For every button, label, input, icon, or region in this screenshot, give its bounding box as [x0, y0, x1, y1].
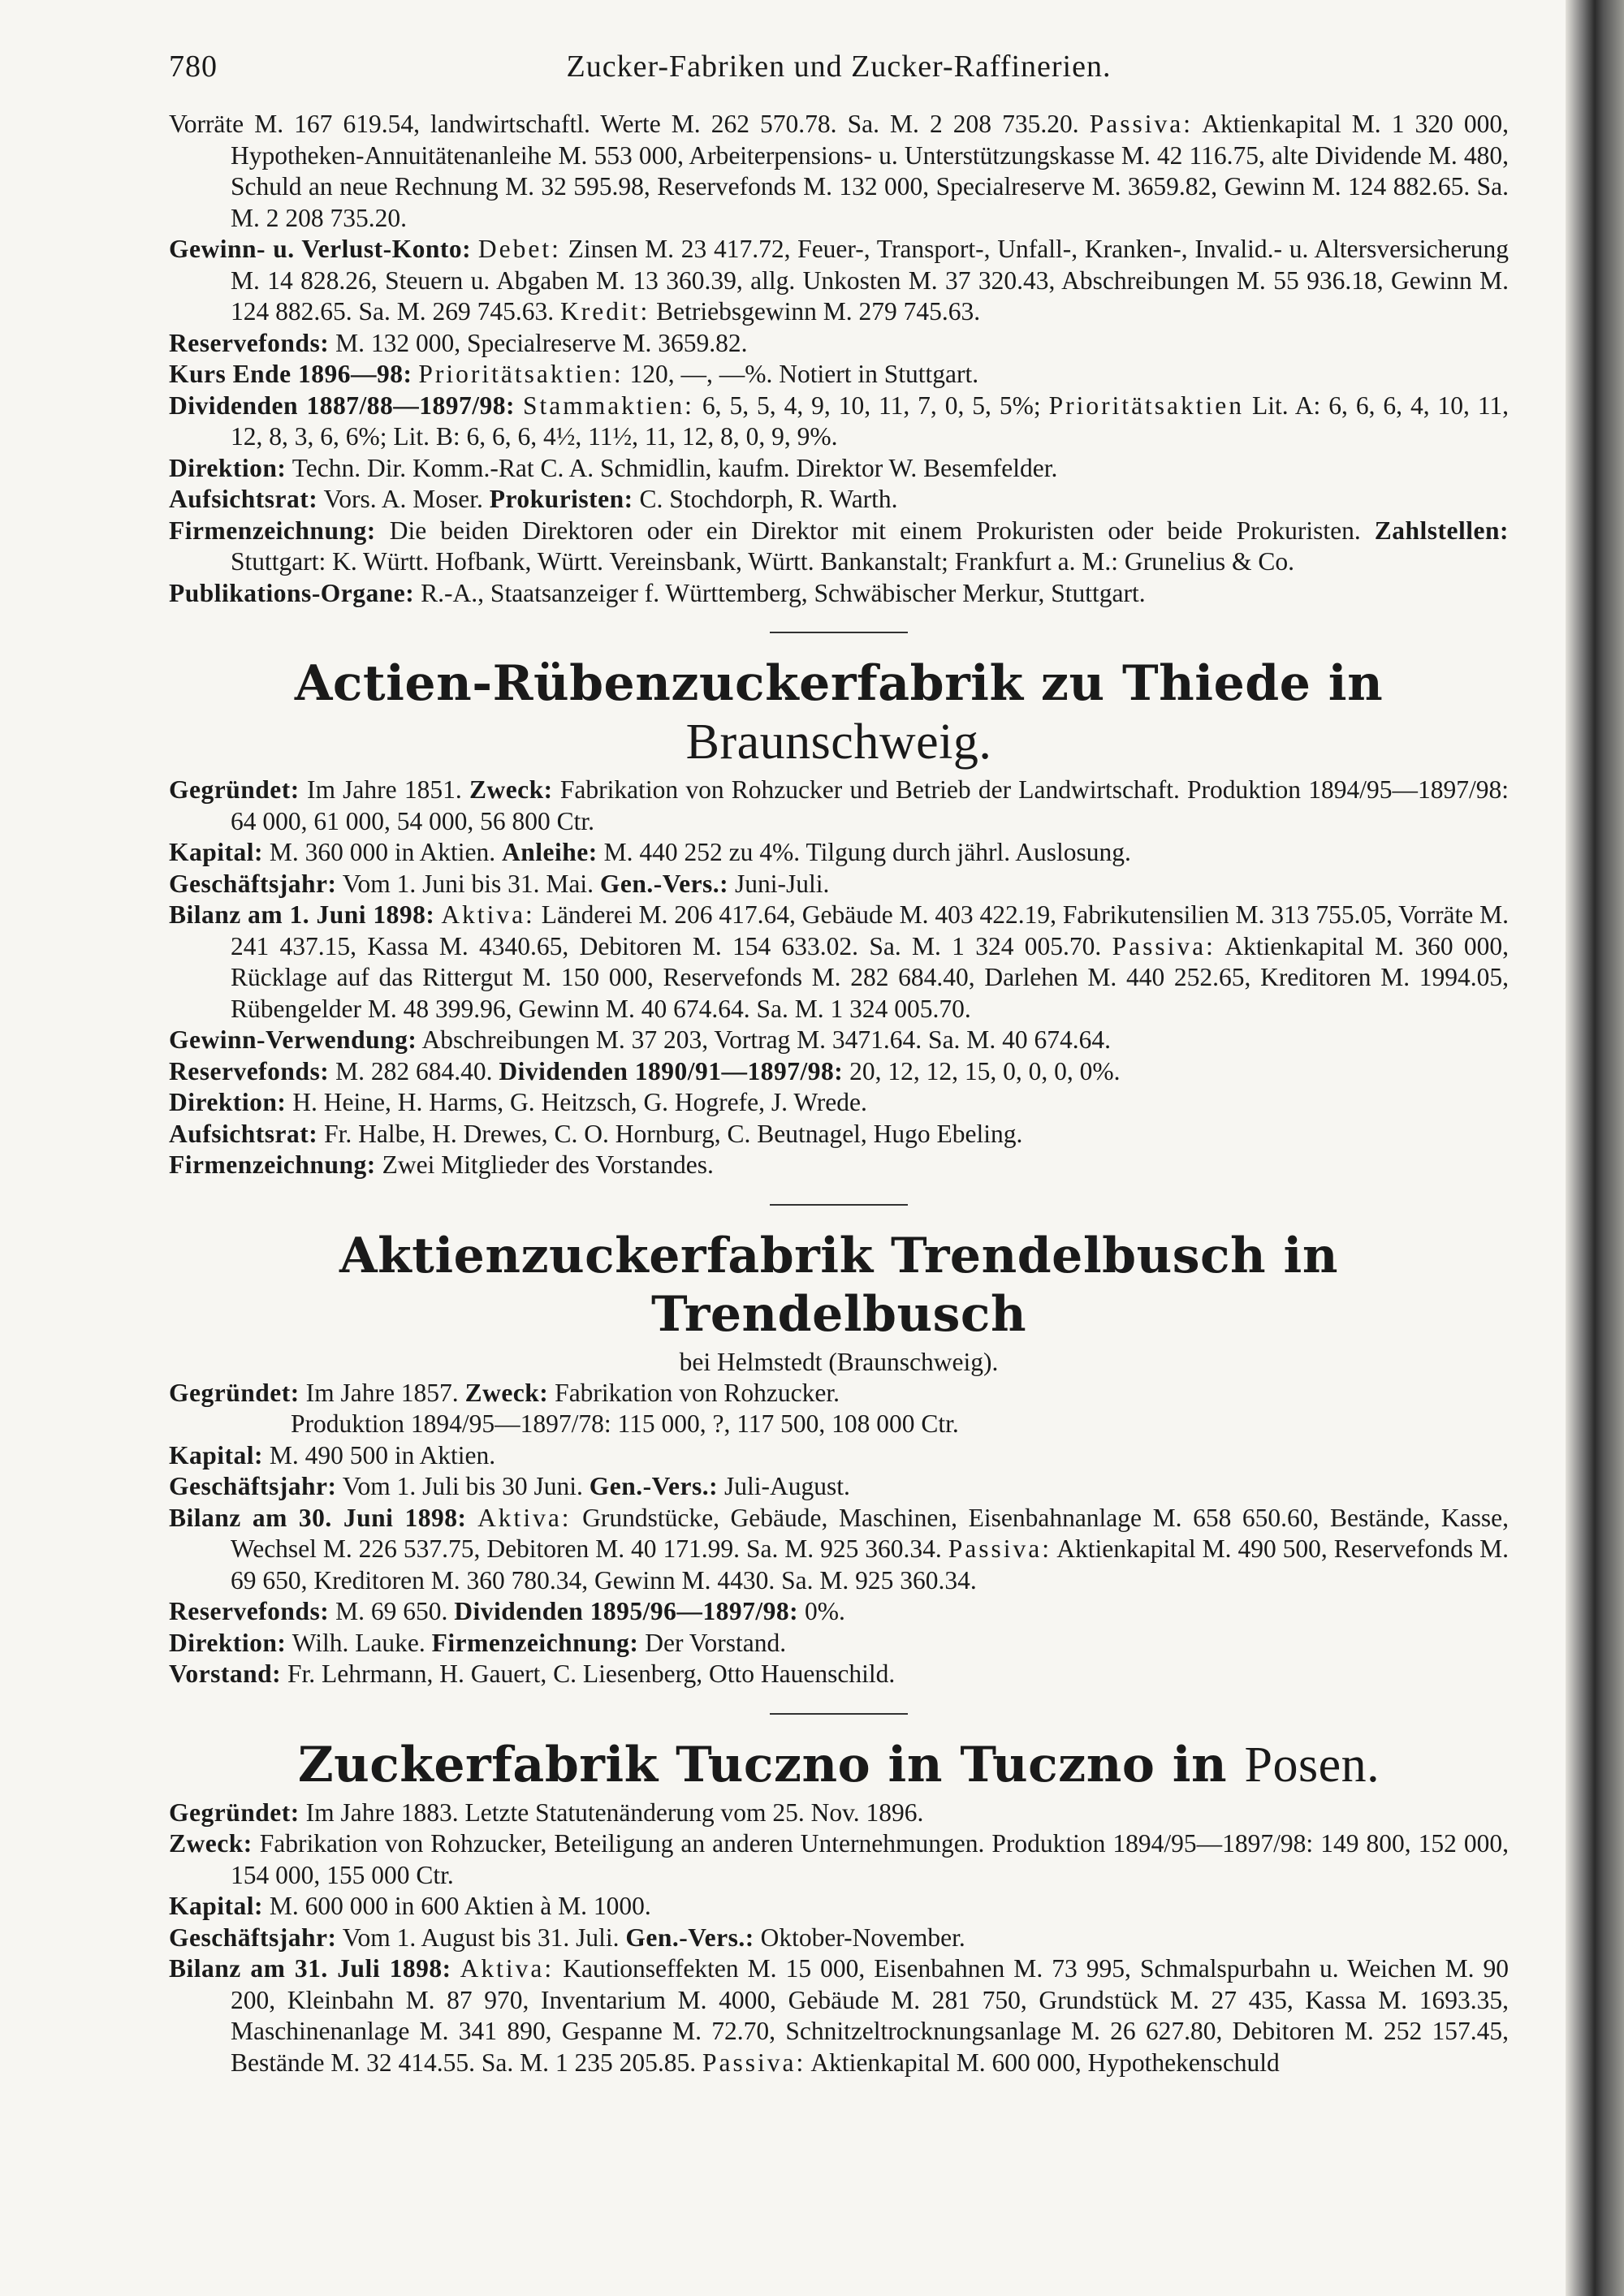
- bilanz-text: Vorräte M. 167 619.54, landwirtschaftl. Werte M. 262 570.78. Sa. M. 2 208 735.20.: [169, 110, 1079, 138]
- gewinn-verwendung-text: Abschreibungen M. 37 203, Vortrag M. 3471.64. Sa. M. 40 674.64.: [421, 1025, 1111, 1054]
- gegruendet-label: Gegründet:: [169, 1798, 300, 1827]
- geschaeftsjahr-text: Vom 1. Juni bis 31. Mai.: [342, 869, 594, 898]
- passiva-text: Aktienkapital M. 600 000, Hypothekenschuld: [810, 2048, 1280, 2077]
- zweck-entry: [169, 1828, 1509, 1891]
- firmenzeichnung-text: Die beiden Direktoren oder ein Direktor mit einem Prokuristen oder beide Prokuristen.: [389, 516, 1361, 545]
- vorstand-label: Vorstand:: [169, 1659, 282, 1688]
- kurs-label: Kurs Ende 1896—98:: [169, 360, 412, 388]
- prokuristen-text: C. Stochdorph, R. Warth.: [639, 485, 898, 513]
- gvk-entry: [169, 234, 1509, 328]
- aufsichtsrat-entry: [169, 484, 1509, 516]
- dividenden-text: 0%.: [805, 1597, 845, 1625]
- aktiva-text: Grundstücke, Gebäude, Maschinen, Eisenbahnanlage M. 658 650.60, Bestände, Kasse, Wechsel M. 226 537.75, Debitoren M. 40 171.99. Sa. M. 925 360.34.: [231, 1503, 1509, 1563]
- stammaktien-text: 6, 5, 5, 4, 9, 10, 11, 7, 0, 5, 5%;: [702, 391, 1041, 420]
- genvers-text: Oktober-November.: [760, 1923, 965, 1952]
- gegruendet-label: Gegründet:: [169, 1378, 300, 1407]
- dividenden-label: Dividenden 1890/91—1897/98:: [499, 1056, 844, 1085]
- passiva-label: Passiva:: [702, 2048, 806, 2077]
- kapital-text: M. 360 000 in Aktien.: [269, 838, 496, 866]
- geschaeftsjahr-entry: [169, 869, 1509, 900]
- direktion-entry: [169, 453, 1509, 485]
- gegruendet-text: Im Jahre 1851.: [306, 775, 462, 804]
- reservefonds-text: M. 69 650.: [335, 1597, 448, 1625]
- kapital-entry: [169, 1891, 1509, 1923]
- zweck-label: Zweck:: [169, 1829, 253, 1858]
- geschaeftsjahr-text: Vom 1. August bis 31. Juli.: [342, 1923, 620, 1952]
- prokuristen-label: Prokuristen:: [489, 485, 633, 513]
- aktiva-text: Kautionseffekten M. 15 000, Eisenbahnen M. 73 995, Schmalspurbahn u. Weichen M. 90 200, Kleinbahn M. 87 970, Inventarium M. 4000, Gebäude M. 281 750, Grundstück M. 27 435, Kassa M. 1693.35, Maschinenanlage M. 341 890, Gespanne M. 72.70, Schnitzeltrocknungsanlage M. 26 627.80, Debitoren M. 252 157.45, Bestände M. 32 414.55. Sa. M. 1 235 205.85.: [231, 1954, 1510, 2077]
- genvers-text: Juli-August.: [723, 1472, 850, 1500]
- kapital-label: Kapital:: [169, 838, 264, 866]
- bilanz-label: Bilanz am 31. Juli 1898:: [169, 1954, 451, 1983]
- bilanz-entry: [169, 1503, 1509, 1597]
- gewinn-verwendung-entry: [169, 1025, 1509, 1056]
- entry-title: [169, 654, 1509, 771]
- kurs-prioritaetsaktien-label: Prioritätsaktien:: [418, 360, 624, 388]
- direktion-label: Direktion:: [169, 1088, 287, 1116]
- kurs-entry: [169, 359, 1509, 391]
- direktion-text: H. Heine, H. Harms, G. Heitzsch, G. Hogrefe, J. Wrede.: [292, 1088, 867, 1116]
- passiva-text: Aktienkapital M. 360 000, Rücklage auf das Rittergut M. 150 000, Reservefonds M. 282 684.40, Darlehen M. 440 252.65, Kreditoren M. 1994.05, Rübengelder M. 48 399.96, Gewinn M. 40 674.64. Sa. M. 1 324 005.70.: [231, 931, 1509, 1023]
- genvers-label: Gen.-Vers.:: [599, 869, 729, 898]
- running-header: [169, 49, 1509, 106]
- firmenzeichnung-entry: [169, 516, 1509, 578]
- publikation-label: Publikations-Organe:: [169, 578, 415, 607]
- direktion-entry: [169, 1087, 1509, 1119]
- dividenden-text: 20, 12, 12, 15, 0, 0, 0, 0%.: [849, 1056, 1121, 1085]
- passiva-text: Aktienkapital M. 1 320 000, Hypotheken-Annuitätenanleihe M. 553 000, Arbeiterpensions- u. Unterstützungskasse M. 42 116.75, alte Dividende M. 480, Schuld an neue Rechnung M. 32 595.98, Reservefonds M. 132 000, Specialreserve M. 3659.82, Gewinn M. 124 882.65. Sa. M. 2 208 735.20.: [231, 110, 1509, 232]
- aktiva-label: Aktiva:: [460, 1954, 555, 1983]
- firmenzeichnung-label: Firmenzeichnung:: [431, 1628, 639, 1657]
- kurs-text: 120, —, —%. Notiert in Stuttgart.: [629, 360, 979, 388]
- reservefonds-label: Reservefonds:: [169, 1597, 330, 1625]
- entry-title-location: Braunschweig.: [685, 714, 992, 770]
- genvers-text: Juni-Juli.: [735, 869, 830, 898]
- kapital-label: Kapital:: [169, 1440, 264, 1470]
- passiva-text: Aktienkapital M. 490 500, Reservefonds M. 69 650, Kreditoren M. 360 780.34, Gewinn M. 4430. Sa. M. 925 360.34.: [231, 1534, 1510, 1595]
- direktion-label: Direktion:: [169, 453, 287, 482]
- passiva-label: Passiva:: [948, 1534, 1052, 1563]
- firmenzeichnung-label: Firmenzeichnung:: [169, 1150, 376, 1179]
- geschaeftsjahr-label: Geschäftsjahr:: [169, 869, 337, 898]
- kapital-text: M. 490 500 in Aktien.: [269, 1440, 496, 1470]
- bilanz-label: Bilanz am 30. Juni 1898:: [169, 1503, 467, 1532]
- reservefonds-entry: [169, 1596, 1509, 1628]
- entry-subtitle: bei Helmstedt (Braunschweig).: [679, 1347, 999, 1376]
- gegruendet-entry: [169, 775, 1509, 837]
- prioritaetsaktien-label: Prioritätsaktien: [1048, 391, 1245, 420]
- genvers-label: Gen.-Vers.:: [625, 1923, 754, 1952]
- prioritaetsaktien-text: Lit. A: 6, 6, 6, 4, 10, 11, 12, 8, 3, 6, 6%; Lit. B: 6, 6, 6, 4½, 11½, 11, 12, 8, 0, 9, 9%.: [231, 391, 1510, 451]
- previous-entry-continuation: [169, 109, 1509, 609]
- entry-tuczno: [169, 1736, 1509, 2079]
- geschaeftsjahr-entry: [169, 1923, 1509, 1954]
- publikation-entry: [169, 578, 1509, 610]
- direktion-label: Direktion:: [169, 1628, 287, 1657]
- zahlstellen-label: Zahlstellen:: [1374, 516, 1510, 545]
- genvers-label: Gen.-Vers.:: [589, 1472, 719, 1500]
- aufsichtsrat-label: Aufsichtsrat:: [169, 1119, 318, 1148]
- aktiva-text: Länderei M. 206 417.64, Gebäude M. 403 422.19, Fabrikutensilien M. 313 755.05, Vorräte M. 241 437.15, Kassa M. 4340.65, Debitoren M. 154 633.02. Sa. M. 1 324 005.70.: [231, 900, 1510, 960]
- geschaeftsjahr-label: Geschäftsjahr:: [169, 1923, 337, 1952]
- reservefonds-label: Reservefonds:: [169, 328, 330, 357]
- kapital-text: M. 600 000 in 600 Aktien à M. 1000.: [269, 1892, 651, 1920]
- zweck-text: Fabrikation von Rohzucker, Beteiligung an anderen Unternehmungen. Produktion 1894/95—1897/98: 149 800, 152 000, 154 000, 155 000 Ctr.: [231, 1829, 1510, 1889]
- kapital-label: Kapital:: [169, 1892, 264, 1920]
- entry-title: [169, 1736, 1509, 1794]
- kredit-text: Betriebsgewinn M. 279 745.63.: [656, 297, 981, 326]
- direktion-entry: [169, 1628, 1509, 1659]
- direktion-text: Techn. Dir. Komm.-Rat C. A. Schmidlin, kaufm. Direktor W. Besemfelder.: [292, 453, 1058, 482]
- entry-thiede: [169, 654, 1509, 1181]
- aufsichtsrat-label: Aufsichtsrat:: [169, 485, 318, 513]
- entry-title-location: Posen.: [1244, 1737, 1380, 1793]
- zweck-text: Fabrikation von Rohzucker und Betrieb der Landwirtschaft. Produktion 1894/95—1897/98: 64 000, 61 000, 54 000, 56 800 Ctr.: [231, 775, 1510, 835]
- kapital-entry: [169, 837, 1509, 869]
- firmenzeichnung-entry: [169, 1150, 1509, 1181]
- section-divider: [770, 1713, 908, 1715]
- gegruendet-entry: [169, 1378, 1509, 1409]
- produktion-entry: Produktion 1894/95—1897/78: 115 000, ?, 117 500, 108 000 Ctr.: [291, 1409, 959, 1438]
- passiva-label: Passiva:: [1112, 931, 1216, 960]
- publikation-text: R.-A., Staatsanzeiger f. Württemberg, Schwäbischer Merkur, Stuttgart.: [421, 578, 1146, 607]
- bilanz-continuation: [169, 109, 1509, 234]
- gvk-label: Gewinn- u. Verlust-Konto:: [169, 235, 472, 263]
- stammaktien-label: Stammaktien:: [522, 391, 694, 420]
- zweck-label: Zweck:: [469, 775, 553, 804]
- geschaeftsjahr-label: Geschäftsjahr:: [169, 1472, 337, 1500]
- zweck-text: Fabrikation von Rohzucker.: [555, 1378, 840, 1407]
- reservefonds-label: Reservefonds:: [169, 1056, 330, 1085]
- debet-label: Debet:: [477, 235, 561, 263]
- firmenzeichnung-text: Der Vorstand.: [645, 1628, 787, 1657]
- dividenden-label: Dividenden 1895/96—1897/98:: [454, 1597, 799, 1625]
- aufsichtsrat-text: Fr. Halbe, H. Drewes, C. O. Hornburg, C. Beutnagel, Hugo Ebeling.: [324, 1119, 1023, 1148]
- bilanz-entry: [169, 1953, 1509, 2078]
- direktion-text: Wilh. Lauke.: [292, 1628, 425, 1657]
- zahlstellen-text: Stuttgart: K. Württ. Hofbank, Württ. Vereinsbank, Württ. Bankanstalt; Frankfurt a. M.: Grunelius & Co.: [231, 547, 1294, 576]
- kredit-label: Kredit:: [560, 297, 650, 326]
- kapital-entry: [169, 1440, 1509, 1472]
- gegruendet-text: Im Jahre 1857.: [305, 1378, 459, 1407]
- vorstand-entry: [169, 1659, 1509, 1690]
- aufsichtsrat-entry: [169, 1119, 1509, 1150]
- aufsichtsrat-text: Vors. A. Moser.: [323, 485, 483, 513]
- bilanz-label: Bilanz am 1. Juni 1898:: [169, 900, 435, 929]
- reservefonds-text: M. 282 684.40.: [335, 1056, 493, 1085]
- firmenzeichnung-text: Zwei Mitglieder des Vorstandes.: [382, 1150, 714, 1179]
- entry-title-main: Actien-Rübenzuckerfabrik zu Thiede in: [294, 655, 1384, 712]
- passiva-label: Passiva:: [1089, 110, 1193, 138]
- aktiva-label: Aktiva:: [441, 900, 535, 929]
- reservefonds-entry: [169, 328, 1509, 360]
- reservefonds-entry: [169, 1056, 1509, 1088]
- gewinn-verwendung-label: Gewinn-Verwendung:: [169, 1025, 417, 1054]
- document-page: [169, 49, 1509, 2078]
- gegruendet-entry: [169, 1798, 1509, 1829]
- entry-title-main: Zuckerfabrik Tuczno in Tuczno in: [297, 1736, 1228, 1793]
- geschaeftsjahr-entry: [169, 1471, 1509, 1503]
- debet-text: Zinsen M. 23 417.72, Feuer-, Transport-, Unfall-, Kranken-, Invalid.- u. Altersversicherung M. 14 828.26, Steuern u. Abgaben M. 13 360.39, allg. Unkosten M. 37 320.43, Abschreibungen M. 55 936.18, Gewinn M. 124 882.65. Sa. M. 269 745.63.: [231, 235, 1510, 326]
- firmenzeichnung-label: Firmenzeichnung:: [169, 516, 376, 545]
- aktiva-label: Aktiva:: [477, 1503, 572, 1532]
- dividenden-label: Dividenden 1887/88—1897/98:: [169, 391, 515, 420]
- gegruendet-text: Im Jahre 1883. Letzte Statutenänderung vom 25. Nov. 1896.: [305, 1798, 924, 1827]
- anleihe-label: Anleihe:: [502, 838, 598, 866]
- section-divider: [770, 1204, 908, 1206]
- entry-trendelbusch: [169, 1227, 1509, 1690]
- anleihe-text: M. 440 252 zu 4%. Tilgung durch jährl. Auslosung.: [603, 838, 1131, 866]
- geschaeftsjahr-text: Vom 1. Juli bis 30 Juni.: [342, 1472, 583, 1500]
- dividenden-entry: [169, 391, 1509, 453]
- zweck-label: Zweck:: [464, 1378, 549, 1407]
- reservefonds-text: M. 132 000, Specialreserve M. 3659.82.: [335, 328, 748, 357]
- book-binding-edge: [1566, 0, 1624, 2296]
- section-divider: [770, 632, 908, 633]
- vorstand-text: Fr. Lehrmann, H. Gauert, C. Liesenberg, Otto Hauenschild.: [287, 1659, 896, 1688]
- running-title: Zucker-Fabriken und Zucker-Raffinerien.: [566, 50, 1112, 84]
- bilanz-entry: [169, 900, 1509, 1025]
- gegruendet-label: Gegründet:: [169, 775, 300, 804]
- page-number: 780: [169, 50, 218, 84]
- entry-title: Aktienzuckerfabrik Trendelbusch in Trendelbusch: [339, 1227, 1338, 1343]
